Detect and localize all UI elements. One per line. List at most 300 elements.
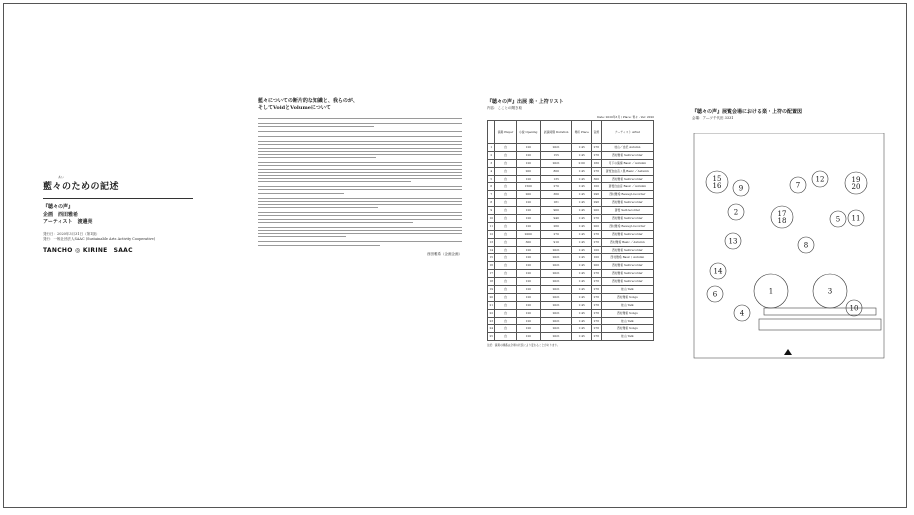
table-row [488, 222, 654, 230]
table-cell: 1:45 [572, 278, 592, 286]
table-cell: 1:45 [572, 175, 592, 183]
table-cell: 2021 [540, 301, 571, 309]
essay-text-line [258, 181, 411, 182]
table-header-cell: アーティスト Artist [601, 121, 653, 144]
table-cell: 西村雅希 Songs [601, 309, 653, 317]
essay-text-line [258, 154, 462, 155]
table-cell: 自 [495, 254, 516, 262]
table-cell: 120 [516, 254, 540, 262]
table-cell: 120 [516, 301, 540, 309]
essay-heading-line-2: そしてVoidとVolumeについて [258, 105, 331, 111]
table-cell: 1:45 [572, 207, 592, 215]
table-cell: 22 [488, 309, 495, 317]
essay-text-line [258, 222, 413, 223]
table-cell: 西村雅希 Self-recorder [601, 278, 653, 286]
table-cell: 西村雅希 Self-recorder [601, 199, 653, 207]
table-cell: 260 [540, 222, 571, 230]
publisher-name: 発行：一般社団法人SAAC (Sustainable Arts Activity Cooperative) [43, 237, 156, 241]
table-cell: 自 [495, 215, 516, 223]
table-cell: 1:45 [572, 262, 592, 270]
table-cell: 100 [591, 183, 601, 191]
essay-paragraph [258, 118, 462, 119]
bench-back [759, 319, 881, 330]
table-cell: 120 [516, 293, 540, 301]
speaker-label: 5 [835, 215, 841, 224]
essay-text-line [258, 136, 462, 137]
table-cell: 120 [516, 159, 540, 167]
table-row [488, 262, 654, 270]
essay-text-line [258, 186, 462, 187]
table-cell: 19 [488, 286, 495, 294]
table-cell: 2021 [540, 262, 571, 270]
essay-paragraph [258, 198, 462, 209]
table-cell: 西村雅希 Self-recorder [601, 246, 653, 254]
table-cell: 120 [516, 246, 540, 254]
title-divider [43, 198, 193, 199]
table-row [488, 159, 654, 167]
essay-text-line [258, 193, 344, 194]
table-cell: 自 [495, 309, 516, 317]
table-cell: 自 [495, 175, 516, 183]
essay-text-line [258, 215, 462, 216]
list-column [487, 98, 654, 347]
essay-text-line [258, 245, 380, 246]
essay-text-line [258, 144, 462, 145]
speaker-label: 16 [712, 182, 722, 190]
table-cell: 自 [495, 262, 516, 270]
essay-paragraph [258, 186, 462, 193]
essay-paragraph [258, 131, 462, 132]
table-cell: 360 [540, 191, 571, 199]
table-cell: 276 [591, 151, 601, 159]
table-cell: 135 [540, 175, 571, 183]
table-cell: 1:45 [572, 246, 592, 254]
table-row [488, 286, 654, 294]
essay-text-line [258, 169, 462, 170]
table-cell: 桂山 Talk [601, 286, 653, 294]
essay-paragraph [258, 123, 462, 127]
table-cell: 1:45 [572, 254, 592, 262]
table-header-cell [488, 121, 495, 144]
speaker-group [706, 171, 867, 321]
essay-text-line [258, 123, 462, 124]
table-cell: 276 [591, 333, 601, 341]
floorplan-diagram [692, 133, 886, 363]
table-cell: 276 [591, 278, 601, 286]
table-cell: 300 [591, 175, 601, 183]
table-cell: 1:45 [572, 199, 592, 207]
tancho-kirine-logo: TANCHO ◎ KIRINE [43, 247, 108, 254]
essay-text-line [258, 212, 462, 213]
table-cell: 276 [591, 238, 601, 246]
table-header-row [488, 121, 654, 144]
table-cell: 自 [495, 286, 516, 294]
speaker-label: 13 [728, 237, 738, 246]
table-cell: 自 [495, 301, 516, 309]
table-cell: 10 [488, 215, 495, 223]
speaker-label: 1 [768, 287, 774, 296]
essay-text-line [258, 175, 462, 176]
table-cell: 月下の演奏 Basic ／Autumn [601, 159, 653, 167]
table-cell: 自 [495, 151, 516, 159]
table-cell: 14 [488, 246, 495, 254]
saac-logo: SAAC [113, 247, 133, 254]
table-cell: 24 [488, 325, 495, 333]
table-cell: 西村雅希 Songs [601, 325, 653, 333]
table-cell: 6 [488, 183, 495, 191]
publisher-info [43, 232, 193, 242]
table-cell: 120 [516, 333, 540, 341]
table-cell: 2021 [540, 144, 571, 152]
table-cell: 蒼桜自由音 / 黒 Basic ／Autumn [601, 167, 653, 175]
table-cell: 西村雅希 Bewegt-recorder [601, 191, 653, 199]
table-header-cell: 音源 [591, 121, 601, 144]
essay-text-line [258, 204, 462, 205]
table-row [488, 199, 654, 207]
table-cell: 2021 [540, 254, 571, 262]
speaker-label: 17 [777, 210, 787, 218]
table-cell: 200 [516, 191, 540, 199]
table-cell: 自 [495, 191, 516, 199]
table-row [488, 207, 654, 215]
essay-column [258, 98, 462, 257]
table-cell: 1 [488, 144, 495, 152]
essay-text-line [258, 241, 462, 242]
table-cell: 120 [516, 215, 540, 223]
speaker-label: 18 [777, 217, 787, 225]
essay-paragraph [258, 212, 462, 223]
table-cell: 自 [495, 199, 516, 207]
essay-text-line [258, 162, 462, 163]
table-cell: 120 [516, 151, 540, 159]
credit-artist: アーティスト 渡邊亮 [43, 219, 93, 225]
list-title: 『聴々の声』出展 楽・上符リスト [487, 99, 564, 105]
essay-paragraph [258, 162, 462, 182]
table-cell: 25 [488, 333, 495, 341]
table-cell: 1:45 [572, 238, 592, 246]
table-row [488, 191, 654, 199]
essay-text-line [258, 207, 378, 208]
table-row [488, 317, 654, 325]
table-cell: 120 [516, 309, 540, 317]
essay-paragraph [258, 227, 462, 238]
table-cell: 2:00 [572, 159, 592, 167]
table-cell: 西村雅希 Self-recorder [601, 262, 653, 270]
table-cell: 276 [591, 286, 601, 294]
table-cell: 13 [488, 238, 495, 246]
speaker-table [487, 120, 654, 341]
table-cell: 1:45 [572, 317, 592, 325]
table-cell: 120 [516, 270, 540, 278]
table-cell: 自 [495, 207, 516, 215]
essay-text-line [258, 148, 462, 149]
publish-date: 発行日：2020年3月31日（第1版） [43, 232, 100, 236]
table-cell: 21 [488, 301, 495, 309]
table-cell: 3 [488, 159, 495, 167]
speaker-label: 7 [795, 181, 801, 190]
table-cell: 276 [591, 325, 601, 333]
table-cell: 西村雅希 Basic / Autumn [601, 254, 653, 262]
table-cell: 120 [516, 278, 540, 286]
table-cell: 2000 [516, 230, 540, 238]
table-cell: 900 [540, 207, 571, 215]
table-cell: 296 [591, 199, 601, 207]
table-cell: 16 [488, 262, 495, 270]
table-cell: 2021 [540, 246, 571, 254]
table-cell: 1:45 [572, 333, 592, 341]
table-cell: 自 [495, 317, 516, 325]
entrance-arrow-icon [784, 349, 792, 355]
table-cell: 自 [495, 278, 516, 286]
speaker-label: 8 [803, 241, 809, 250]
table-row [488, 215, 654, 223]
table-body [488, 144, 654, 341]
series-name: 『聴々の声』 [43, 204, 74, 210]
table-cell: 120 [516, 325, 540, 333]
floorplan-title: 『聴々の声』展覧会場における楽・上符の配置図 [692, 109, 803, 115]
table-row [488, 183, 654, 191]
table-cell: 181 [540, 199, 571, 207]
essay-text-line [258, 165, 462, 166]
table-cell: 自 [495, 246, 516, 254]
speaker-label: 15 [712, 175, 722, 183]
table-cell: 自 [495, 333, 516, 341]
table-cell: 270 [540, 183, 571, 191]
speaker-label: 9 [738, 184, 744, 193]
table-cell: 西村雅希 Self-recorder [601, 175, 653, 183]
table-cell: 西村雅希 Self-recorder [601, 151, 653, 159]
essay-text-line [258, 126, 374, 127]
table-cell: 自 [495, 144, 516, 152]
table-cell: 155 [540, 151, 571, 159]
table-cell: 296 [591, 191, 601, 199]
table-row [488, 246, 654, 254]
essay-text-line [258, 151, 462, 152]
table-cell: 桂山 Talk [601, 301, 653, 309]
essay-text-line [258, 172, 462, 173]
table-row [488, 167, 654, 175]
table-cell: 西村雅希 Self-recorder [601, 215, 653, 223]
table-cell: 120 [516, 222, 540, 230]
table-cell: 1500 [516, 183, 540, 191]
table-cell: 1:45 [572, 191, 592, 199]
essay-text-line [258, 189, 462, 190]
essay-text-line [258, 178, 462, 179]
table-cell: 2021 [540, 317, 571, 325]
table-cell: 2021 [540, 325, 571, 333]
table-cell: 自 [495, 230, 516, 238]
floorplan-subtitle: 会場：ア―ツ千代田 3331 [692, 116, 734, 120]
table-cell: 2021 [540, 159, 571, 167]
table-cell: 1:45 [572, 183, 592, 191]
table-cell: 1:45 [572, 286, 592, 294]
table-cell: 自 [495, 167, 516, 175]
table-cell: 1:45 [572, 215, 592, 223]
table-cell: 276 [591, 301, 601, 309]
essay-paragraph [258, 136, 462, 137]
essay-body [258, 118, 462, 246]
table-cell: 910 [540, 238, 571, 246]
cover-column [43, 175, 193, 254]
table-cell: 自 [495, 325, 516, 333]
table-row [488, 309, 654, 317]
table-cell: 18 [488, 278, 495, 286]
table-cell: 4 [488, 167, 495, 175]
table-cell: 100 [591, 254, 601, 262]
table-cell: 1:45 [572, 151, 592, 159]
essay-text-line [258, 131, 462, 132]
speaker-label: 14 [713, 267, 723, 276]
table-cell: 120 [516, 144, 540, 152]
table-cell: 276 [591, 215, 601, 223]
table-cell: 西村雅希 Self-recorder [601, 230, 653, 238]
essay-text-line [258, 236, 346, 237]
essay-heading-line-1: 藍々についての断片的な知識と、我らのが、 [258, 98, 358, 104]
table-cell: 120 [516, 262, 540, 270]
table-footnote: 注記：演奏の順番は会場の状況により変わることがあります。 [487, 344, 560, 348]
table-row [488, 325, 654, 333]
table-cell: 20 [488, 293, 495, 301]
speaker-label: 10 [849, 304, 859, 313]
table-cell: 276 [591, 230, 601, 238]
table-cell: 1:45 [572, 270, 592, 278]
table-cell: 100 [591, 246, 601, 254]
logo-row [43, 247, 193, 254]
table-cell: 120 [516, 175, 540, 183]
essay-text-line [258, 230, 462, 231]
table-cell: 276 [591, 317, 601, 325]
essay-paragraph [258, 141, 462, 158]
table-cell: 2 [488, 151, 495, 159]
table-cell: 276 [591, 309, 601, 317]
essay-text-line [258, 219, 462, 220]
essay-paragraph [258, 241, 462, 245]
table-cell: 1:45 [572, 144, 592, 152]
table-cell: 120 [516, 207, 540, 215]
table-header-cell: 演奏 Player [495, 121, 516, 144]
table-cell: 西村雅希 Basic ／Autumn [601, 238, 653, 246]
table-cell: 1:45 [572, 301, 592, 309]
table-row [488, 301, 654, 309]
table-cell: 1:45 [572, 222, 592, 230]
table-cell: 自 [495, 238, 516, 246]
table-cell: 23 [488, 317, 495, 325]
table-cell: 7 [488, 191, 495, 199]
list-subtitle: 内容：こことの聞き取 [487, 106, 522, 110]
table-row [488, 333, 654, 341]
essay-text-line [258, 227, 462, 228]
table-cell: 桂山 Talk [601, 333, 653, 341]
table-cell: 200 [591, 207, 601, 215]
speaker-label: 6 [712, 290, 718, 299]
table-header-cell: 試演時間 Duration [540, 121, 571, 144]
table-row [488, 230, 654, 238]
speaker-label: 12 [815, 175, 825, 184]
speaker-label: 4 [739, 309, 745, 318]
table-cell: 桂山／自記 Autumn [601, 144, 653, 152]
table-cell: 自 [495, 222, 516, 230]
table-cell: 2021 [540, 309, 571, 317]
table-cell: 276 [591, 270, 601, 278]
table-cell: 西村雅希 Songs [601, 293, 653, 301]
table-cell: 自 [495, 159, 516, 167]
table-cell: 2021 [540, 333, 571, 341]
table-cell: 270 [540, 230, 571, 238]
table-cell: 8 [488, 199, 495, 207]
document-title: 藍々のための記述 [43, 182, 120, 192]
table-cell: 1:45 [572, 230, 592, 238]
table-cell: 1:45 [572, 293, 592, 301]
table-cell: 200 [591, 262, 601, 270]
table-cell: 160 [591, 159, 601, 167]
table-cell: 2021 [540, 278, 571, 286]
essay-signature: 西田雅希（企画企画） [427, 251, 462, 256]
table-cell: 120 [516, 199, 540, 207]
essay-text-line [258, 198, 462, 199]
table-cell: 276 [591, 144, 601, 152]
credit-planner: 企画 西田雅希 [43, 212, 79, 218]
table-cell: 西村雅希 Bewegt-recorder [601, 222, 653, 230]
table-cell: 2021 [540, 270, 571, 278]
table-cell: 200 [516, 167, 540, 175]
table-cell: 200 [591, 222, 601, 230]
essay-text-line [258, 157, 376, 158]
speaker-label: 2 [733, 208, 739, 217]
table-cell: 西村雅希 Self-recorder [601, 270, 653, 278]
table-cell: 940 [540, 215, 571, 223]
table-cell: 1:45 [572, 167, 592, 175]
essay-text-line [258, 233, 462, 234]
table-row [488, 278, 654, 286]
table-cell: 自 [495, 293, 516, 301]
table-row [488, 293, 654, 301]
essay-text-line [258, 201, 462, 202]
table-cell: 自 [495, 183, 516, 191]
table-cell: 2021 [540, 286, 571, 294]
table-cell: 276 [591, 167, 601, 175]
floorplan-column [692, 108, 886, 358]
table-cell: 120 [516, 286, 540, 294]
table-cell: 17 [488, 270, 495, 278]
table-cell: 11 [488, 222, 495, 230]
table-cell: 蒼桜自由音 Basic ／Autumn [601, 183, 653, 191]
table-cell: 蒼桜 Self-recorder [601, 207, 653, 215]
table-row [488, 175, 654, 183]
table-cell: 5 [488, 175, 495, 183]
table-cell: 桂山 Talk [601, 317, 653, 325]
table-cell: 800 [540, 167, 571, 175]
table-cell: 120 [516, 317, 540, 325]
table-header-cell: 場所 Place [572, 121, 592, 144]
table-row [488, 144, 654, 152]
table-cell: 2021 [540, 293, 571, 301]
table-cell: 1:45 [572, 309, 592, 317]
table-cell: 9 [488, 207, 495, 215]
table-cell: 300 [516, 238, 540, 246]
essay-heading [258, 98, 462, 112]
table-cell: 自 [495, 270, 516, 278]
table-row [488, 270, 654, 278]
table-header-cell: 小説 Opening [516, 121, 540, 144]
table-row [488, 254, 654, 262]
table-cell: 15 [488, 254, 495, 262]
table-cell: 12 [488, 230, 495, 238]
speaker-label: 20 [851, 183, 861, 191]
speaker-label: 11 [851, 214, 861, 223]
essay-text-line [258, 141, 462, 142]
essay-text-line [258, 118, 462, 119]
speaker-label: 3 [827, 287, 833, 296]
